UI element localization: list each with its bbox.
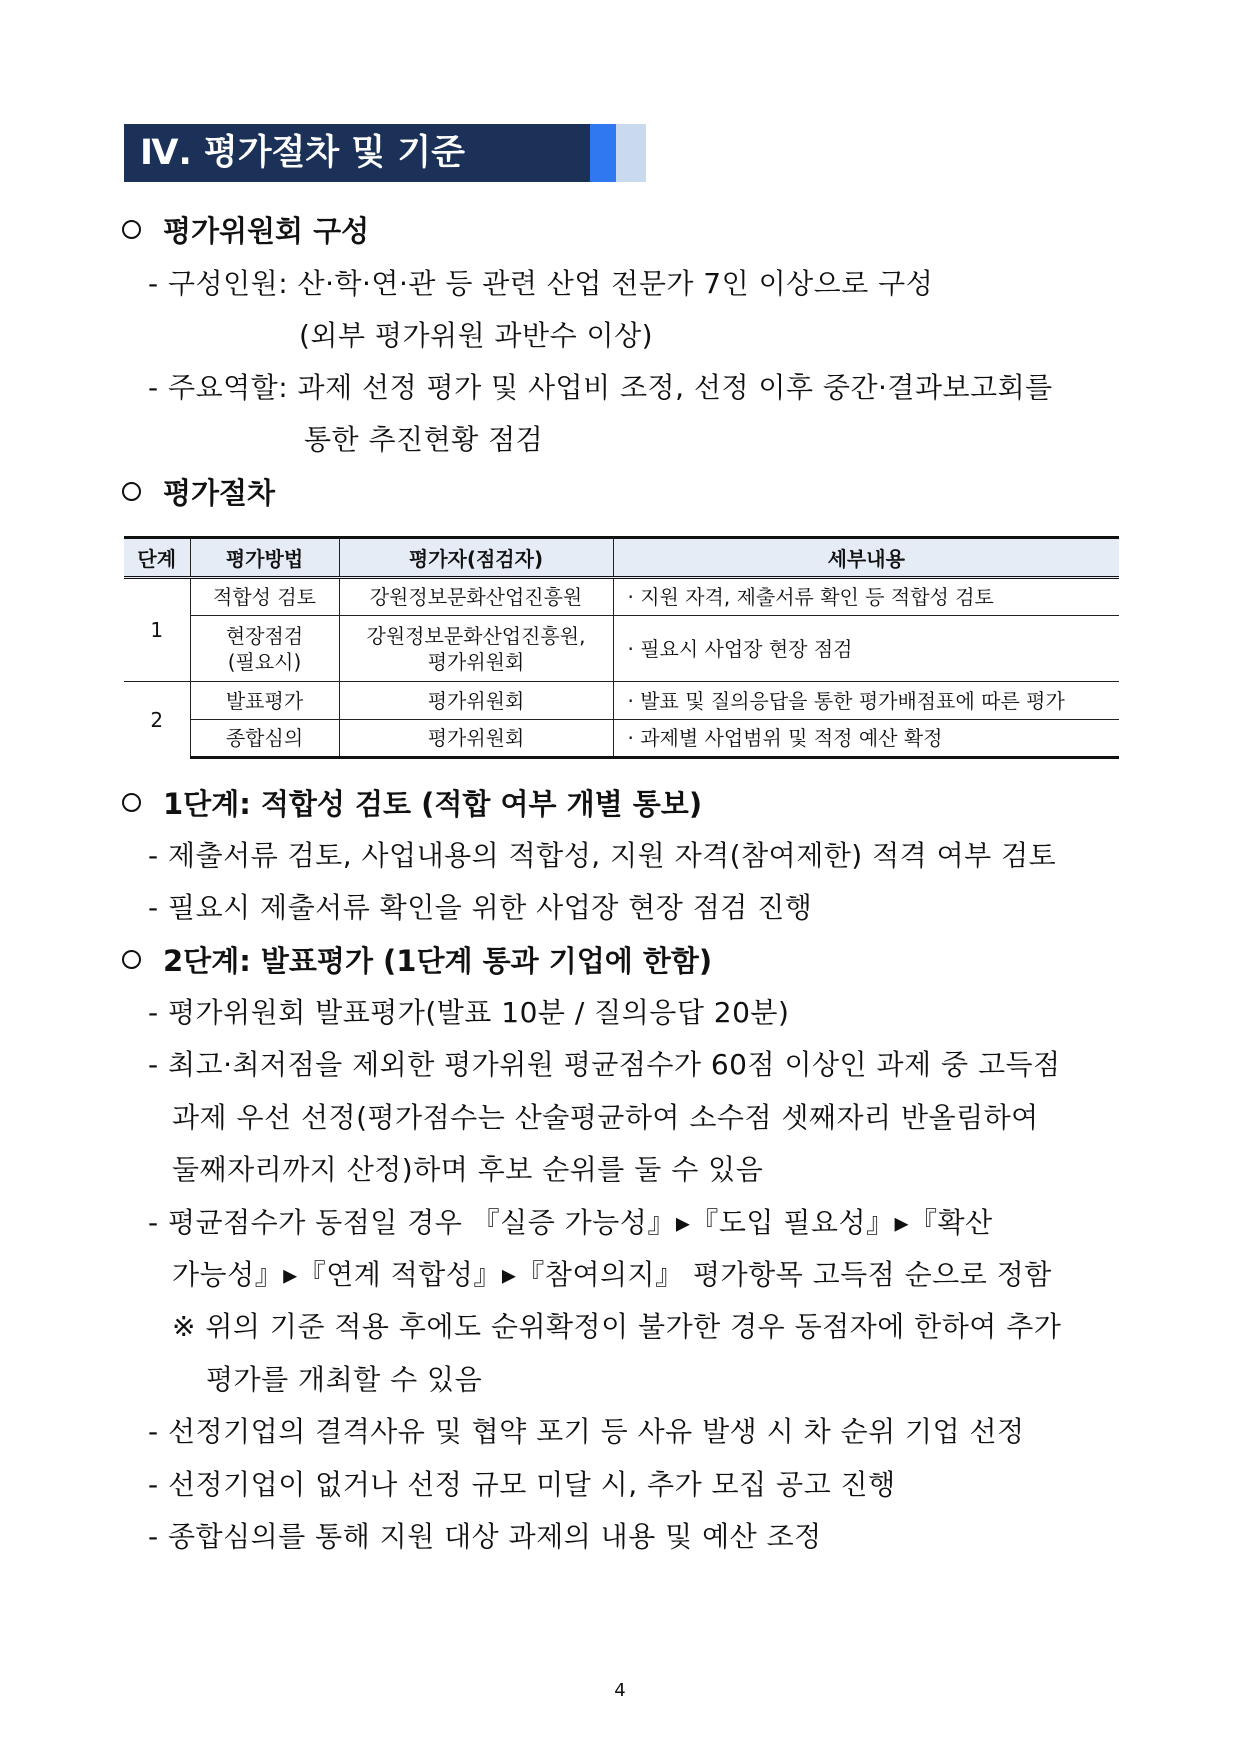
step2-item: - 최고·최저점을 제외한 평가위원 평균점수가 60점 이상인 과제 중 고득점 <box>148 1048 1061 1081</box>
circle-bullet-icon <box>122 950 141 969</box>
section-title: Ⅳ. 평가절차 및 기준 <box>140 133 465 173</box>
committee-role-cont: 통한 추진현황 점검 <box>304 423 544 456</box>
step2-item: - 선정기업의 결격사유 및 협약 포기 등 사유 발생 시 차 순위 기업 선정 <box>148 1415 1025 1448</box>
procedure-table <box>124 536 1119 759</box>
step2-item: - 평균점수가 동점일 경우 『실증 가능성』▸『도입 필요성』▸『확산 <box>148 1206 993 1239</box>
table-row <box>124 616 1119 682</box>
committee-members-line: - 구성인원: 산·학·연·관 등 관련 산업 전문가 7인 이상으로 구성 <box>148 267 934 300</box>
step2-item-cont: 둘째자리까지 산정)하며 후보 순위를 둘 수 있음 <box>172 1153 764 1186</box>
stage-cell: 2 <box>124 682 190 758</box>
committee-heading: 평가위원회 구성 <box>122 211 369 251</box>
section-header <box>124 124 646 182</box>
detail-cell: · 발표 및 질의응답을 통한 평가배점표에 따른 평가 <box>613 682 1119 720</box>
method-cell: 현장점검 (필요시) <box>190 616 339 682</box>
section-header-accent <box>590 124 616 182</box>
step1-item: - 필요시 제출서류 확인을 위한 사업장 현장 점검 진행 <box>148 891 813 924</box>
table-row <box>124 720 1119 758</box>
section-header-accent-light <box>616 124 646 182</box>
header-method: 평가방법 <box>190 538 339 578</box>
step2-item: - 선정기업이 없거나 선정 규모 미달 시, 추가 모집 공고 진행 <box>148 1468 896 1501</box>
evaluator-cell: 평가위원회 <box>339 682 613 720</box>
detail-cell: · 필요시 사업장 현장 점검 <box>613 616 1119 682</box>
method-cell: 종합심의 <box>190 720 339 758</box>
method-cell: 발표평가 <box>190 682 339 720</box>
step2-item-cont: 과제 우선 선정(평가점수는 산술평균하여 소수점 셋째자리 반올림하여 <box>172 1101 1039 1134</box>
table-row <box>124 578 1119 616</box>
circle-bullet-icon <box>122 793 141 812</box>
step2-item: - 종합심의를 통해 지원 대상 과제의 내용 및 예산 조정 <box>148 1520 822 1553</box>
page-number: 4 <box>614 1680 626 1701</box>
header-stage: 단계 <box>124 538 190 578</box>
header-detail: 세부내용 <box>613 538 1119 578</box>
detail-cell: · 지원 자격, 제출서류 확인 등 적합성 검토 <box>613 578 1119 616</box>
evaluator-cell: 강원정보문화산업진흥원 <box>339 578 613 616</box>
evaluator-cell: 강원정보문화산업진흥원, 평가위원회 <box>339 616 613 682</box>
evaluator-cell: 평가위원회 <box>339 720 613 758</box>
step1-item: - 제출서류 검토, 사업내용의 적합성, 지원 자격(참여제한) 적격 여부 검토 <box>148 839 1057 872</box>
header-evaluator: 평가자(점검자) <box>339 538 613 578</box>
committee-members-note: (외부 평가위원 과반수 이상) <box>299 319 654 352</box>
procedure-heading: 평가절차 <box>122 473 275 513</box>
step2-note: ※ 위의 기준 적용 후에도 순위확정이 불가한 경우 동점자에 한하여 추가 <box>172 1310 1062 1343</box>
step2-note-cont: 평가를 개최할 수 있음 <box>206 1363 483 1396</box>
step1-heading: 1단계: 적합성 검토 (적합 여부 개별 통보) <box>122 784 702 824</box>
step2-heading: 2단계: 발표평가 (1단계 통과 기업에 한함) <box>122 941 712 981</box>
committee-role-line: - 주요역할: 과제 선정 평가 및 사업비 조정, 선정 이후 중간·결과보고회를 <box>148 371 1053 404</box>
method-cell: 적합성 검토 <box>190 578 339 616</box>
table-row <box>124 682 1119 720</box>
circle-bullet-icon <box>122 220 141 239</box>
circle-bullet-icon <box>122 482 141 501</box>
stage-cell: 1 <box>124 578 190 682</box>
table-header-row <box>124 538 1119 578</box>
detail-cell: · 과제별 사업범위 및 적정 예산 확정 <box>613 720 1119 758</box>
step2-item: - 평가위원회 발표평가(발표 10분 / 질의응답 20분) <box>148 996 790 1029</box>
step2-item-cont: 가능성』▸『연계 적합성』▸『참여의지』 평가항목 고득점 순으로 정함 <box>172 1258 1052 1291</box>
